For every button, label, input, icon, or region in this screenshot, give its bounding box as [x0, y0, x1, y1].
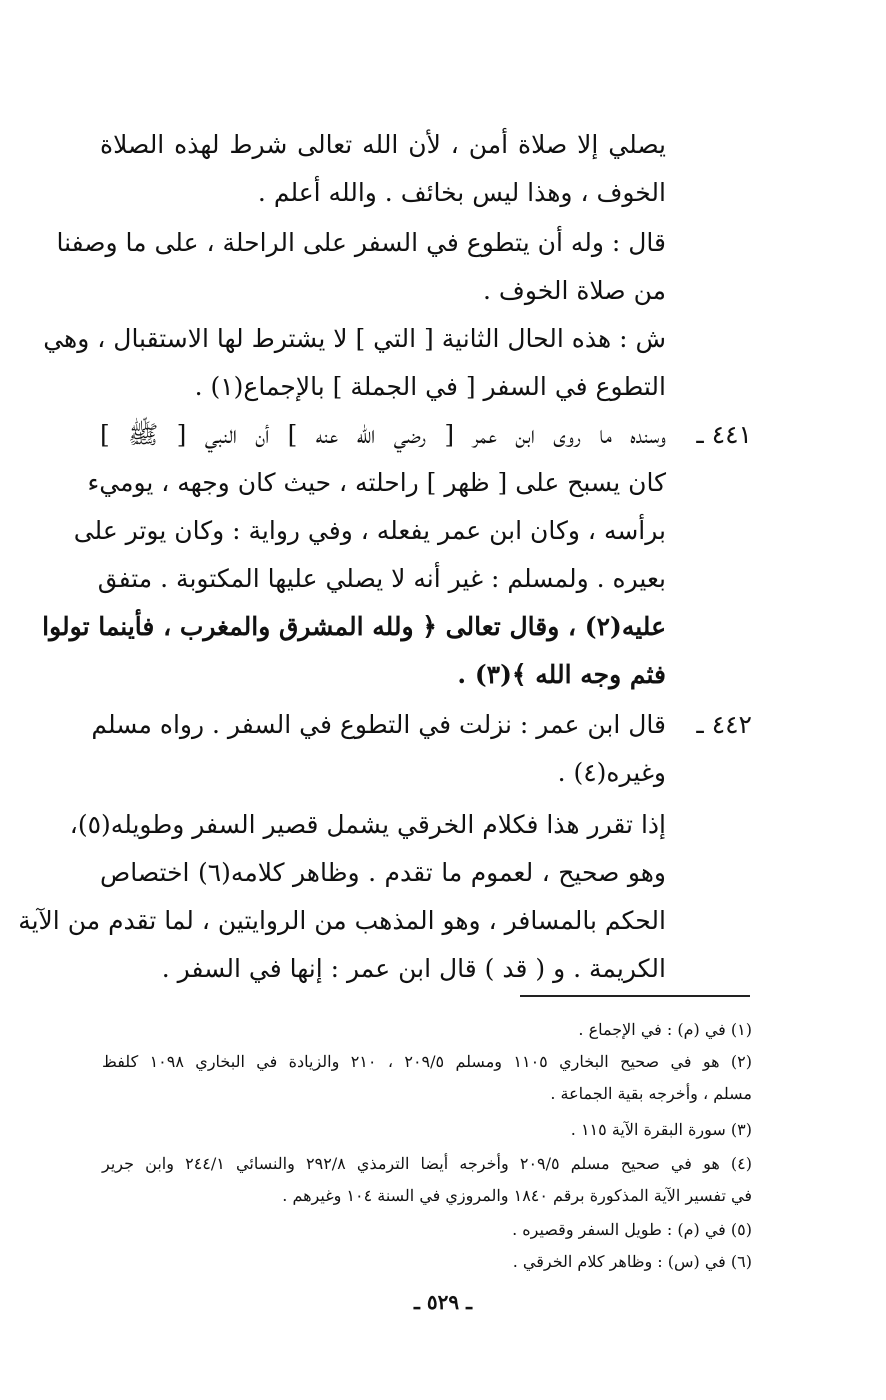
- hadith-line: بعيره . ولمسلم : غير أنه لا يصلي عليها المكتوبة . متفق: [97, 564, 666, 593]
- body-line: وهو صحيح ، لعموم ما تقدم . وظاهر كلامه(٦) اختصاص: [100, 858, 666, 887]
- footnote: (١) في (م) : في الإجماع .: [578, 1020, 752, 1039]
- body-line: قال : وله أن يتطوع في السفر على الراحلة ، على ما وصفنا: [56, 228, 666, 257]
- body-line: ش : هذه الحال الثانية [ التي ] لا يشترط لها الاستقبال ، وهي: [43, 324, 666, 353]
- body-line: الخوف ، وهذا ليس بخائف . والله أعلم .: [257, 178, 666, 207]
- body-line: من صلاة الخوف .: [483, 276, 666, 305]
- hadith-line: عليه(٢) ، وقال تعالى ﴿ ولله المشرق والمغرب ، فأينما تولوا: [42, 612, 666, 641]
- footnote: (٤) هو في صحيح مسلم ٢٠٩/٥ وأخرجه أيضا الترمذي ٢٩٢/٨ والنسائي ٢٤٤/١ وابن جرير: [102, 1154, 753, 1173]
- body-line: الكريمة . و ( قد ) قال ابن عمر : إنها في السفر .: [161, 954, 666, 983]
- body-line: التطوع في السفر [ في الجملة ] بالإجماع(١) .: [194, 372, 666, 401]
- footnote: في تفسير الآية المذكورة برقم ١٨٤٠ والمروزي في السنة ١٠٤ وغيرهم .: [282, 1186, 752, 1205]
- hadith-number: ٤٤١ ـ: [696, 420, 752, 449]
- hadith-line: برأسه ، وكان ابن عمر يفعله ، وفي رواية : وكان يوتر على: [73, 516, 666, 545]
- footnote: (٢) هو في صحيح البخاري ١١٠٥ ومسلم ٢٠٩/٥ ، ٢١٠ والزيادة في البخاري ١٠٩٨ كلفظ: [102, 1052, 753, 1071]
- footnote: (٦) في (س) : وظاهر كلام الخرقي .: [512, 1252, 752, 1271]
- hadith-line: كان يسبح على [ ظهر ] راحلته ، حيث كان وجهه ، يوميء: [87, 468, 666, 497]
- hadith-line: قال ابن عمر : نزلت في التطوع في السفر . رواه مسلم: [91, 710, 666, 739]
- hadith-line: وسنده ما روى ابن عمر [ رضي الله عنه ] أن النبي [ ﷺ ]: [100, 420, 666, 449]
- hadith-number: ٤٤٢ ـ: [696, 710, 752, 739]
- body-line: الحكم بالمسافر ، وهو المذهب من الروايتين ، لما تقدم من الآية: [18, 906, 666, 935]
- footnote: (٣) سورة البقرة الآية ١١٥ .: [570, 1120, 752, 1139]
- footnote-separator: [520, 995, 750, 997]
- footnote: (٥) في (م) : طويل السفر وقصيره .: [512, 1220, 752, 1239]
- page-number: ـ ٥٢٩ ـ: [414, 1290, 472, 1314]
- body-line: إذا تقرر هذا فكلام الخرقي يشمل قصير السفر وطويله(٥)،: [69, 810, 666, 839]
- hadith-line: وغيره(٤) .: [557, 758, 666, 787]
- hadith-line: فثم وجه الله ﴾(٣) .: [457, 660, 666, 689]
- footnote: مسلم ، وأخرجه بقية الجماعة .: [550, 1084, 752, 1103]
- body-line: يصلي إلا صلاة أمن ، لأن الله تعالى شرط لهذه الصلاة: [100, 130, 666, 159]
